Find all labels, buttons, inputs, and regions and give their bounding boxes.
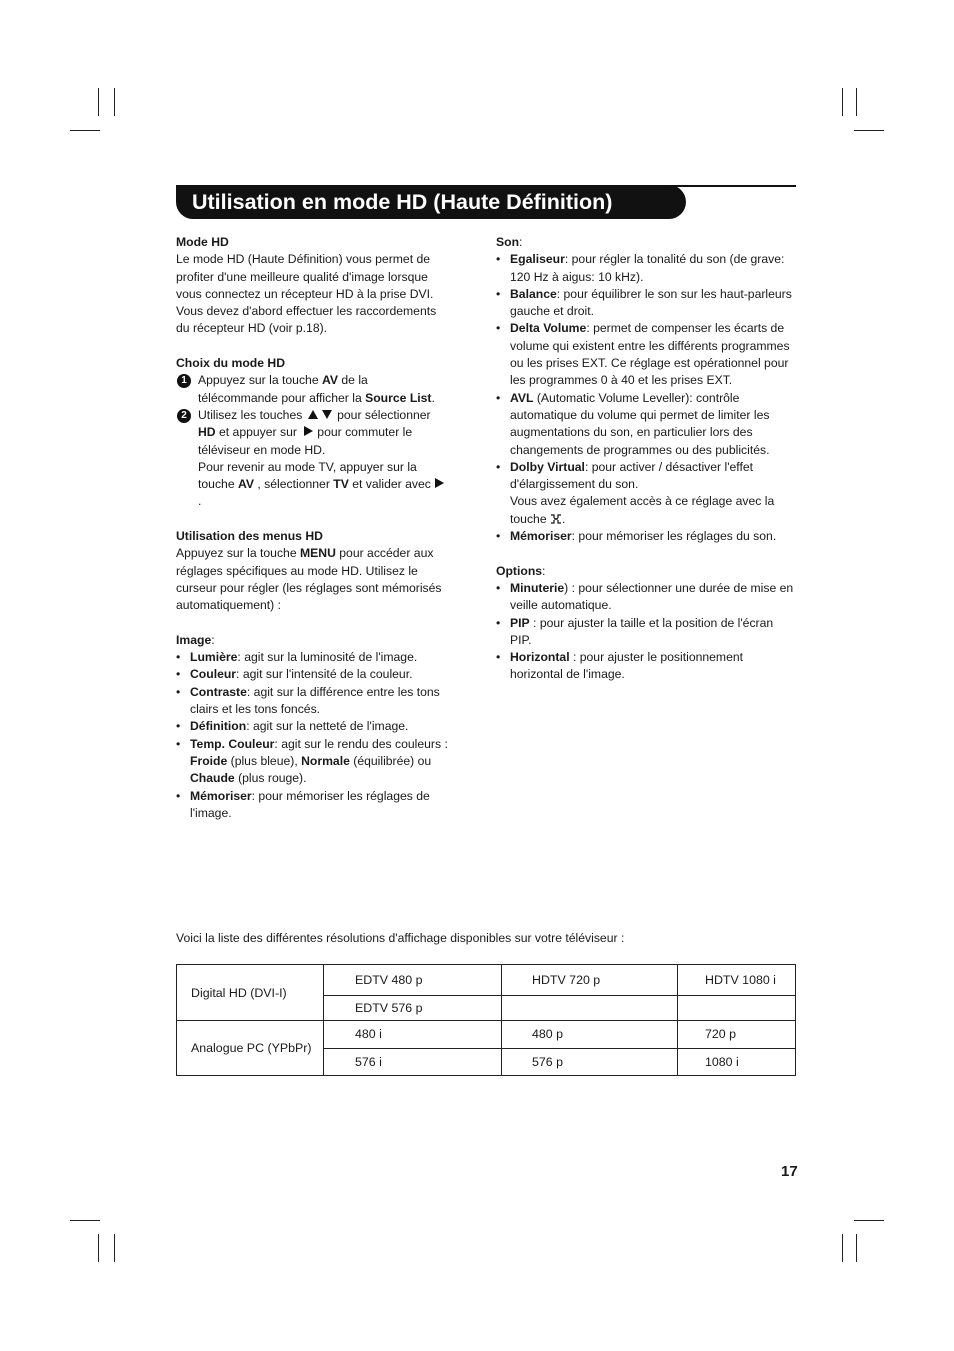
list-item	[176, 788, 448, 823]
table-cell: EDTV 576 p	[324, 996, 502, 1021]
section-mode-hd	[176, 234, 448, 338]
item-text: ) : pour sélectionner une durée de mise en veille automatique.	[510, 580, 794, 613]
list-item	[176, 666, 448, 683]
item-text: : permet de compenser les écarts de volume qui existent entre les différents programmes ou les prises EXT. Ce réglage est opérationnel pour les programmes 0 à 40 et les prises EXT.	[510, 321, 790, 388]
crop-mark	[114, 88, 115, 116]
step-number-icon: 1	[177, 374, 191, 388]
table-row	[177, 1021, 796, 1049]
section-choix	[176, 355, 448, 511]
table-cell	[678, 996, 796, 1021]
item-key: Horizontal	[510, 650, 570, 665]
item-text: : agit sur la netteté de l'image.	[246, 719, 409, 734]
item-text: : agit sur la luminosité de l'image.	[237, 650, 418, 665]
list-item	[496, 580, 796, 615]
step-2	[176, 407, 448, 459]
key-av: AV	[237, 477, 255, 492]
text: et appuyer sur	[215, 425, 297, 440]
table-cell: 720 p	[678, 1021, 796, 1049]
item-text: : agit sur la différence entre les tons clairs et les tons foncés.	[190, 684, 440, 717]
step-2-note	[176, 459, 448, 511]
section-menus	[176, 528, 448, 614]
item-key: Lumière	[190, 650, 238, 665]
crop-mark	[70, 1220, 100, 1221]
arrow-down-icon	[322, 410, 332, 419]
item-text: (équilibrée) ou	[349, 753, 432, 768]
dolby-virtual-icon	[550, 514, 562, 524]
item-text: : agit sur l'intensité de la couleur.	[236, 667, 413, 682]
list-item	[176, 649, 448, 666]
item-key: Mémoriser	[190, 788, 252, 803]
item-text: .	[561, 511, 566, 526]
text: , sélectionner	[254, 477, 334, 492]
table-cell: 576 p	[502, 1048, 678, 1076]
arrow-up-icon	[308, 410, 318, 419]
list-item	[496, 320, 796, 389]
item-text: (plus rouge).	[234, 771, 307, 786]
resolution-table	[176, 964, 796, 1076]
arrow-right-icon	[435, 478, 444, 488]
page-title: Utilisation en mode HD (Haute Définition)	[176, 185, 686, 219]
item-key: Minuterie	[510, 580, 565, 595]
row-label: Analogue PC (YPbPr)	[177, 1021, 324, 1076]
table-cell: EDTV 480 p	[324, 965, 502, 996]
crop-mark	[842, 1234, 843, 1262]
table-row	[177, 965, 796, 996]
arrow-right-icon	[304, 426, 313, 436]
key-tv: TV	[333, 477, 349, 492]
item-key: Froide	[190, 753, 228, 768]
crop-mark	[98, 88, 99, 116]
text: Appuyez sur la touche	[176, 546, 300, 561]
text: Utilisez les touches	[198, 407, 303, 422]
step-number-icon: 2	[177, 409, 191, 423]
row-label: Digital HD (DVI-I)	[177, 965, 324, 1021]
item-text: : pour régler la tonalité du son (de grave: 120 Hz à aigus: 10 kHz).	[510, 252, 785, 284]
list-item	[496, 459, 796, 528]
list-item	[496, 615, 796, 650]
text: de la télécommande pour afficher la	[198, 373, 368, 405]
text: pour sélectionner	[337, 407, 431, 422]
son-list	[496, 251, 796, 545]
text: pour commuter le téléviseur en mode HD.	[198, 425, 413, 457]
section-options: Options: • Minuterie) : pour sélectionner une durée de mise en veille automatique. • PIP : pour ajuster la taille et la position de l'écran PIP. • Horizontal : pour ajuster le positionnement horizontal de l'image.	[496, 563, 796, 684]
item-key: Dolby Virtual	[510, 459, 585, 474]
table-intro: Voici la liste des différentes résolutions d'affichage disponibles sur votre téléviseur :	[176, 931, 625, 945]
table-cell: HDTV 1080 i	[678, 965, 796, 996]
section-heading: Utilisation des menus HD	[176, 529, 323, 544]
section-heading: Image	[176, 632, 212, 647]
item-key: Chaude	[190, 771, 235, 786]
text: .	[198, 494, 202, 509]
crop-mark	[842, 88, 843, 116]
step-1	[176, 372, 448, 407]
key-av: AV	[321, 373, 339, 388]
crop-mark	[856, 88, 857, 116]
section-heading: Son	[496, 235, 520, 249]
crop-mark	[70, 130, 100, 131]
item-key: Temp. Couleur	[190, 736, 275, 751]
item-key: Contraste	[190, 684, 247, 699]
table-cell	[502, 996, 678, 1021]
item-key: Définition	[190, 719, 247, 734]
item-key: Balance	[510, 286, 557, 301]
section-son: Son: • Egaliseur: pour régler la tonalité du son (de grave: 120 Hz à aigus: 10 kHz). • Balance: pour équilibrer le son sur les haut-parleurs gauche et droit. • Delta Volume: permet de compenser les écarts de volume qui existent entre les différents programmes ou les prises EXT. Ce réglage est opérationnel pour les programmes 0 à 40 et les prises EXT. • AVL (Automatic Volume Leveller): contrôle automatique du volume qui permet de limiter les augmentations du son, en particulier lors des changements de programmes ou des publicités. • Dolby Virtual: pour activer / désactiver l'effet d'élargissement du son. Vous avez également accès à ce réglage avec la touche . • Mémoriser: pour mémoriser les réglages du son.	[496, 234, 796, 545]
table-cell: 480 p	[502, 1021, 678, 1049]
item-text: (Automatic Volume Leveller): contrôle automatique du volume qui permet de limiter les augmentations du son, en particulier lors des changements de programmes ou des publicités.	[510, 390, 770, 457]
list-item	[176, 684, 448, 719]
item-key: Couleur	[190, 667, 237, 682]
options-list	[496, 580, 796, 684]
list-item	[176, 736, 448, 788]
item-text: : agit sur le rendu des couleurs :	[274, 736, 448, 751]
key-menu: MENU	[299, 546, 336, 561]
section-heading: Choix du mode HD	[176, 356, 286, 371]
text: .	[431, 390, 435, 405]
text: et valider avec	[348, 477, 431, 492]
item-text: : pour mémoriser les réglages de l'image.	[190, 788, 430, 820]
image-list	[176, 649, 448, 822]
table-cell: 576 i	[324, 1048, 502, 1076]
list-item	[496, 390, 796, 459]
list-item	[176, 718, 448, 735]
item-text: : pour activer / désactiver l'effet d'élargissement du son.	[510, 459, 754, 492]
text: pour accéder aux réglages spécifiques au mode HD. Utilisez le curseur pour régler (les réglages sont mémorisés automatiquement) :	[176, 546, 442, 613]
text: Appuyez sur la touche	[198, 373, 322, 388]
item-text: : pour équilibrer le son sur les haut-parleurs gauche et droit.	[510, 286, 792, 319]
section-heading: Mode HD	[176, 235, 229, 249]
list-item	[496, 251, 796, 286]
section-heading: Options	[496, 563, 543, 578]
crop-mark	[856, 1234, 857, 1262]
item-key: Delta Volume	[510, 321, 587, 336]
section-image: Image: • Lumière: agit sur la luminosité de l'image. • Couleur: agit sur l'intensité de la couleur. • Contraste: agit sur la différence entre les tons clairs et les tons foncés. • Définition: agit sur la netteté de l'image. • Temp. Couleur: agit sur le rendu des couleurs : Froide (plus bleue), Normale (équilibrée) ou Chaude (plus rouge). • Mémoriser: pour mémoriser les réglages de l'image.	[176, 632, 448, 822]
hd-label: HD	[198, 425, 216, 440]
right-column	[496, 234, 796, 684]
crop-mark	[854, 1220, 884, 1221]
item-text: (plus bleue),	[227, 753, 302, 768]
list-item	[496, 528, 796, 545]
item-key: Egaliseur	[510, 252, 565, 267]
page-number: 17	[781, 1163, 798, 1180]
table-cell: 1080 i	[678, 1048, 796, 1076]
item-key: PIP	[510, 615, 530, 630]
source-list: Source List	[365, 390, 432, 405]
left-column	[176, 234, 448, 822]
paragraph: Le mode HD (Haute Définition) vous permet de profiter d'une meilleure qualité d'image lorsque vous connectez un récepteur HD à la prise DVI. Vous devez d'abord effectuer les raccordements du récepteur HD (voir p.18).	[176, 252, 437, 336]
item-key: AVL	[510, 390, 534, 405]
table-cell: HDTV 720 p	[502, 965, 678, 996]
item-text: : pour mémoriser les réglages du son.	[571, 529, 777, 544]
paragraph	[176, 545, 448, 614]
item-text: : pour ajuster la taille et la position de l'écran PIP.	[510, 615, 774, 647]
crop-mark	[854, 130, 884, 131]
item-key: Normale	[301, 753, 350, 768]
text: Pour revenir au mode TV, appuyer sur la touche	[198, 459, 417, 492]
crop-mark	[114, 1234, 115, 1262]
item-text: Vous avez également accès à ce réglage avec la touche	[510, 494, 775, 526]
item-text: : pour ajuster le positionnement horizontal de l'image.	[510, 650, 744, 682]
list-item	[496, 649, 796, 684]
crop-mark	[98, 1234, 99, 1262]
table-cell: 480 i	[324, 1021, 502, 1049]
list-item	[496, 286, 796, 321]
item-key: Mémoriser	[510, 529, 572, 544]
